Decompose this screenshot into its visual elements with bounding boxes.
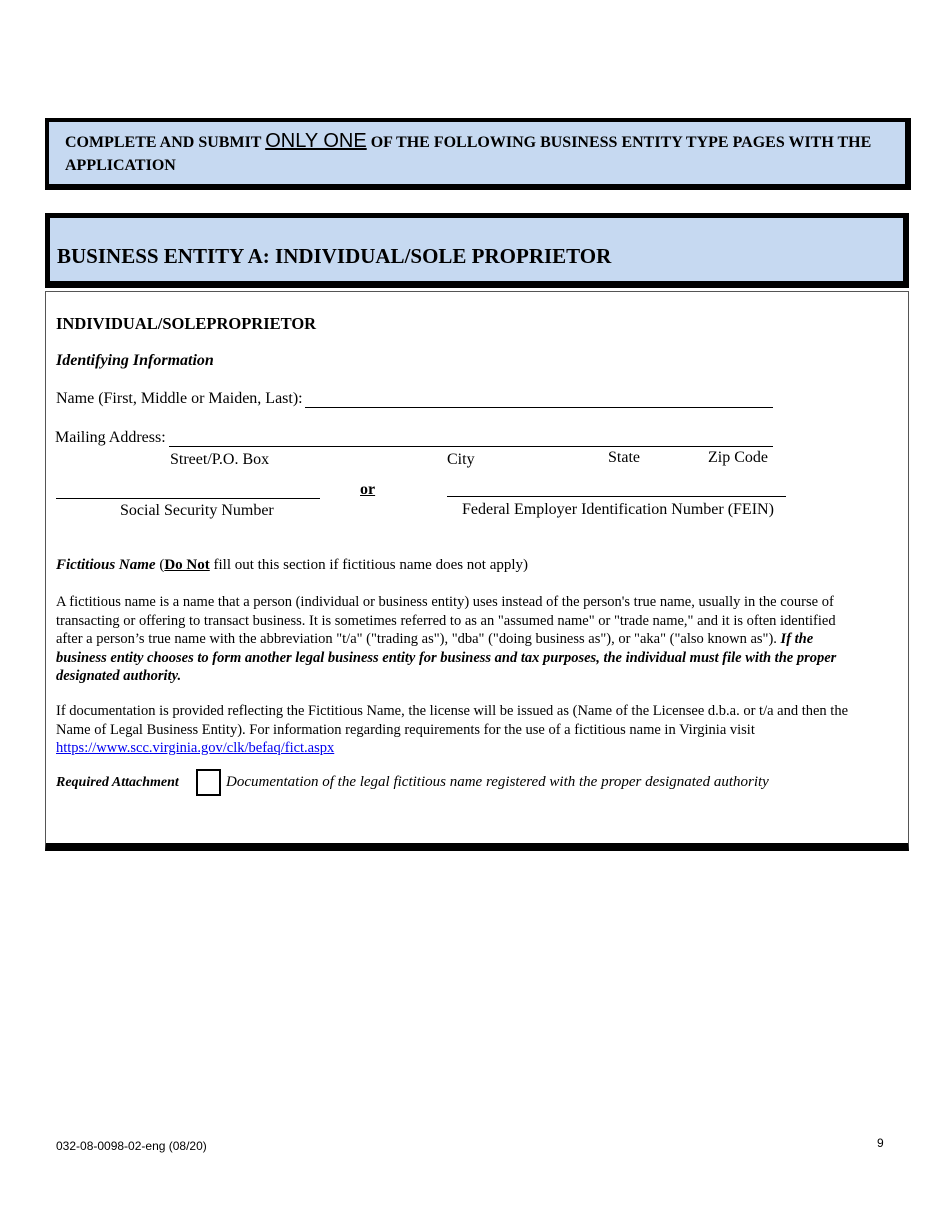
- attachment-description: Documentation of the legal fictitious name registered with the proper designated authority: [226, 774, 769, 790]
- documentation-text: If documentation is provided reflecting the Fictitious Name, the license will be issued as (Name of the Licensee d.b.a. or t/a and then the Name of Legal Business Entity). For information regarding requirements for the use of a fictitious name in Virginia visit: [56, 703, 849, 738]
- entity-title: BUSINESS ENTITY A: INDIVIDUAL/SOLE PROPRIETOR: [57, 244, 612, 268]
- mailing-address-label: Mailing Address:: [55, 429, 166, 446]
- fictitious-definition-paragraph: [56, 593, 856, 686]
- city-sublabel: City: [447, 451, 475, 468]
- notice-emphasis: ONLY ONE: [265, 130, 367, 152]
- fictitious-heading-rest: fill out this section if fictitious name does not apply): [209, 557, 529, 573]
- zip-sublabel: Zip Code: [708, 449, 768, 466]
- definition-text: A fictitious name is a name that a person (individual or business entity) uses instead of the person's true name, usually in the course of transacting or offering to transact business. It is sometimes referred to as an "assumed name" or "trade name," and it is often identified after a person’s true name with the abbreviation "t/a" ("trading as"), "dba" ("doing business as"), or "aka" ("also known as").: [56, 594, 836, 647]
- fictitious-heading: [56, 557, 528, 574]
- documentation-paragraph: [56, 702, 856, 758]
- do-not-emphasis: Do Not: [164, 557, 210, 573]
- ssn-field[interactable]: [56, 498, 320, 499]
- fictitious-heading-title: Fictitious Name: [56, 557, 156, 573]
- mailing-address-field[interactable]: [169, 446, 773, 447]
- notice-box: [45, 118, 911, 190]
- scc-fictitious-name-link[interactable]: https://www.scc.virginia.gov/clk/befaq/fict.aspx: [56, 740, 335, 756]
- name-field[interactable]: [305, 407, 773, 408]
- entity-header: [45, 213, 909, 288]
- fein-label: Federal Employer Identification Number (FEIN): [462, 501, 774, 518]
- name-label: Name (First, Middle or Maiden, Last):: [56, 390, 303, 407]
- identifying-info-heading: Identifying Information: [56, 352, 214, 369]
- section-heading: INDIVIDUAL/SOLEPROPRIETOR: [56, 314, 317, 333]
- notice-text-after: OF THE FOLLOWING BUSINESS ENTITY TYPE PAGES WITH THE APPLICATION: [65, 134, 872, 174]
- attachment-checkbox[interactable]: [196, 769, 221, 796]
- fein-field[interactable]: [447, 496, 786, 497]
- definition-bold-text: If the business entity chooses to form another legal business entity for business and tax purposes, the individual must file with the proper designated authority.: [56, 631, 837, 684]
- page-number: 9: [877, 1136, 884, 1150]
- required-attachment-label: Required Attachment: [56, 775, 179, 790]
- or-label: or: [360, 481, 376, 498]
- notice-text: [65, 130, 895, 177]
- state-sublabel: State: [608, 449, 640, 466]
- ssn-label: Social Security Number: [120, 502, 274, 519]
- fictitious-paren-open: (: [155, 557, 165, 573]
- notice-text-before: COMPLETE AND SUBMIT: [65, 134, 266, 151]
- form-code: 032-08-0098-02-eng (08/20): [56, 1139, 207, 1153]
- street-sublabel: Street/P.O. Box: [170, 451, 270, 468]
